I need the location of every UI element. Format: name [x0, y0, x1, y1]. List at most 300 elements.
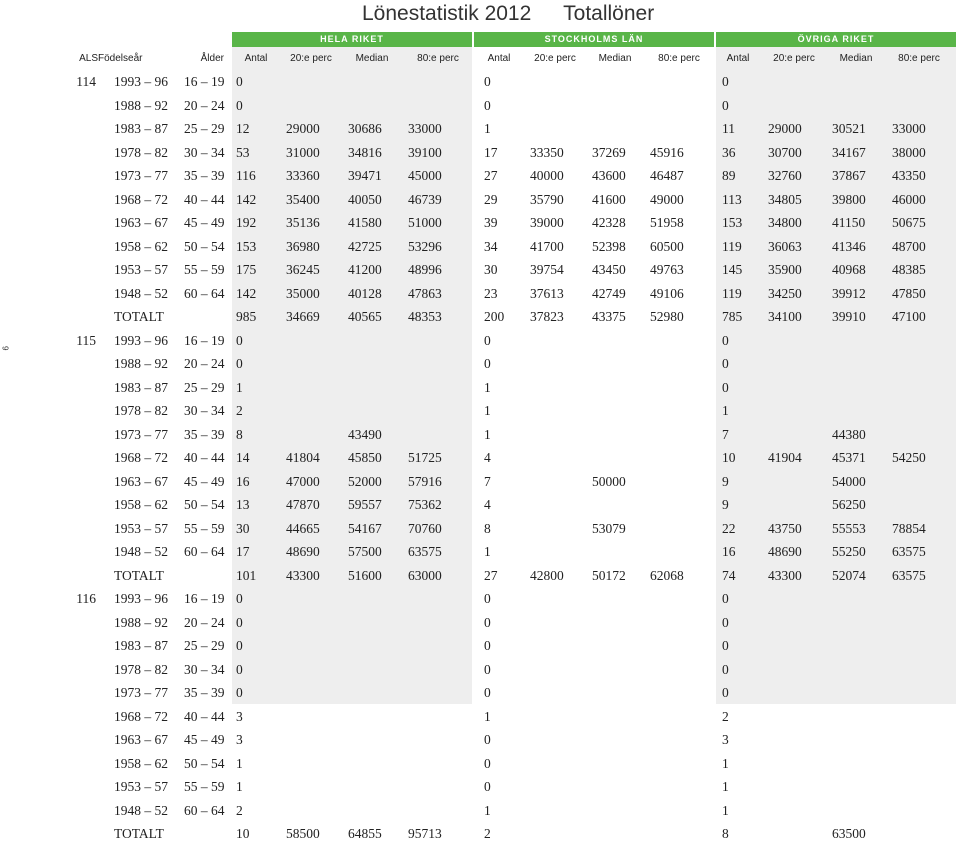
- cell-hela-p80: 75362: [408, 497, 442, 512]
- cell-ovr-p80: [886, 587, 952, 611]
- cell-age: 30 – 34: [184, 403, 225, 418]
- cell-ovr-antal: 10: [722, 450, 736, 465]
- cell-hela-antal: 0: [236, 332, 243, 348]
- cell-sthlm-median: [586, 752, 644, 776]
- cell-sthlm-p20: [524, 752, 586, 776]
- cell-hela-antal: 153: [236, 238, 257, 254]
- cell-ovr-p20: 34805: [768, 191, 802, 207]
- cell-birth-year: 1983 – 87: [114, 638, 168, 653]
- cell-sthlm-antal: 1: [484, 544, 491, 559]
- cell-hela-antal: 0: [236, 97, 243, 113]
- cell-ovr-p80: [886, 658, 952, 682]
- col-header-ovr-antal: Antal: [726, 53, 750, 64]
- cell-hela-antal: 16: [236, 473, 250, 489]
- cell-ovr-p20: 34800: [768, 215, 802, 230]
- cell-sthlm-antal: 1: [484, 403, 491, 418]
- cell-ovr-median: 44380: [832, 426, 866, 442]
- cell-ovr-antal: 8: [722, 826, 729, 841]
- cell-sthlm-p20: [524, 540, 586, 564]
- cell-sthlm-p20: [524, 799, 586, 823]
- cell-hela-median: 34816: [348, 144, 382, 160]
- cell-hela-p80: [402, 352, 474, 376]
- cell-age: 20 – 24: [184, 614, 225, 630]
- cell-sthlm-p80: [644, 752, 714, 776]
- cell-sthlm-p20: [524, 611, 586, 635]
- cell-ovr-antal: 0: [722, 614, 729, 630]
- cell-hela-p80: [402, 70, 474, 94]
- cell-ovr-median: 39910: [832, 309, 866, 324]
- cell-ovr-median: [826, 70, 886, 94]
- cell-age: 16 – 19: [184, 332, 225, 348]
- col-header-sthlm-median: Median: [598, 53, 632, 64]
- cell-hela-p80: [402, 728, 474, 752]
- cell-hela-antal: 101: [236, 567, 257, 583]
- cell-ovr-p80: 48385: [892, 262, 926, 277]
- cell-sthlm-median: [586, 329, 644, 353]
- cell-ovr-median: [826, 705, 886, 729]
- cell-ovr-antal: 119: [722, 285, 742, 301]
- cell-sthlm-antal: 29: [484, 191, 498, 207]
- cell-ovr-antal: 0: [722, 591, 729, 606]
- cell-hela-antal: 53: [236, 144, 250, 160]
- cell-sthlm-median: [586, 376, 644, 400]
- cell-sthlm-p20: [524, 117, 586, 141]
- cell-hela-p80: 51725: [408, 450, 442, 465]
- cell-hela-p80: [402, 423, 474, 447]
- cell-hela-median: 30686: [348, 121, 382, 136]
- cell-ovr-antal: 2: [722, 708, 729, 724]
- cell-ovr-p80: 78854: [892, 520, 926, 536]
- cell-sthlm-antal: 8: [484, 520, 491, 536]
- table-row: [64, 658, 952, 682]
- cell-sthlm-p80: [644, 705, 714, 729]
- cell-hela-antal: 2: [236, 403, 243, 418]
- cell-ovr-median: [826, 634, 886, 658]
- cell-hela-median: 64855: [348, 826, 382, 841]
- cell-ovr-antal: 1: [722, 802, 729, 818]
- cell-sthlm-median: [586, 611, 644, 635]
- table-row: [64, 94, 952, 118]
- cell-ovr-p80: [886, 611, 952, 635]
- col-header-hela-p20: 20:e perc: [290, 53, 332, 64]
- cell-birth-year: TOTALT: [114, 826, 164, 841]
- cell-sthlm-p20: 39000: [530, 215, 564, 230]
- cell-ovr-p80: [886, 728, 952, 752]
- cell-ovr-antal: 785: [722, 309, 743, 324]
- cell-sthlm-p80: [644, 493, 714, 517]
- cell-birth-year: 1958 – 62: [114, 755, 168, 771]
- cell-ovr-median: [826, 376, 886, 400]
- cell-sthlm-p20: [524, 470, 586, 494]
- table-row: [64, 70, 952, 94]
- cell-hela-p20: 36980: [286, 238, 320, 254]
- cell-age: 35 – 39: [184, 426, 225, 442]
- col-header-als: ALS: [79, 53, 98, 64]
- cell-sthlm-antal: 0: [484, 779, 491, 794]
- cell-sthlm-median: [586, 423, 644, 447]
- cell-ovr-p80: [886, 470, 952, 494]
- cell-hela-p20: [280, 681, 342, 705]
- cell-sthlm-p80: [644, 423, 714, 447]
- cell-sthlm-median: 43375: [592, 309, 626, 324]
- cell-hela-median: [342, 658, 402, 682]
- col-header-ovr-median: Median: [839, 53, 873, 64]
- cell-hela-median: [342, 705, 402, 729]
- cell-birth-year: 1988 – 92: [114, 614, 168, 630]
- cell-hela-median: [342, 70, 402, 94]
- cell-hela-antal: 8: [236, 426, 243, 442]
- cell-hela-p20: 29000: [286, 121, 320, 136]
- table-row: [64, 258, 952, 282]
- cell-ovr-p20: [762, 399, 826, 423]
- cell-sthlm-median: 42749: [592, 285, 626, 301]
- cell-als: [64, 423, 98, 447]
- cell-sthlm-antal: 34: [484, 238, 498, 254]
- table-row: [64, 164, 952, 188]
- cell-sthlm-p20: [524, 352, 586, 376]
- cell-ovr-p80: 46000: [892, 191, 926, 207]
- cell-hela-antal: 13: [236, 497, 250, 512]
- cell-ovr-antal: 36: [722, 144, 736, 160]
- cell-ovr-antal: 113: [722, 191, 742, 207]
- cell-hela-antal: 175: [236, 262, 257, 277]
- cell-hela-median: [342, 752, 402, 776]
- cell-ovr-antal: 9: [722, 497, 729, 512]
- cell-ovr-p80: 43350: [892, 168, 926, 183]
- cell-hela-median: 40050: [348, 191, 382, 207]
- cell-ovr-p80: [886, 752, 952, 776]
- cell-ovr-antal: 0: [722, 356, 729, 371]
- cell-birth-year: 1963 – 67: [114, 732, 168, 747]
- cell-birth-year: 1973 – 77: [114, 426, 168, 442]
- cell-hela-p20: [280, 376, 342, 400]
- col-header-sthlm-p80: 80:e perc: [658, 53, 700, 64]
- cell-ovr-median: 41346: [832, 238, 866, 254]
- cell-sthlm-p20: [524, 705, 586, 729]
- cell-sthlm-median: [586, 822, 644, 846]
- cell-ovr-median: [826, 681, 886, 705]
- cell-hela-median: [342, 775, 402, 799]
- col-header-sthlm-p20: 20:e perc: [534, 53, 576, 64]
- cell-ovr-p20: [762, 728, 826, 752]
- cell-sthlm-p20: 37823: [530, 309, 564, 324]
- cell-ovr-antal: 89: [722, 168, 736, 183]
- table-row: [64, 305, 952, 329]
- table-row: [64, 141, 952, 165]
- cell-age: 25 – 29: [184, 638, 225, 653]
- cell-birth-year: 1968 – 72: [114, 450, 168, 465]
- cell-age: 16 – 19: [184, 591, 225, 606]
- cell-sthlm-antal: 27: [484, 168, 498, 183]
- cell-ovr-p20: [762, 376, 826, 400]
- cell-ovr-median: 41150: [832, 215, 866, 230]
- cell-sthlm-antal: 30: [484, 262, 498, 277]
- cell-birth-year: 1993 – 96: [114, 74, 168, 89]
- cell-ovr-p80: 47100: [892, 309, 926, 324]
- cell-hela-p80: 48353: [408, 309, 442, 324]
- cell-sthlm-p20: 40000: [530, 168, 564, 183]
- cell-ovr-median: 45371: [832, 450, 866, 465]
- cell-sthlm-p20: [524, 376, 586, 400]
- cell-ovr-p20: [762, 70, 826, 94]
- cell-hela-antal: 0: [236, 591, 243, 606]
- cell-hela-antal: 3: [236, 732, 243, 747]
- cell-birth-year: 1958 – 62: [114, 238, 168, 254]
- cell-hela-p20: 35000: [286, 285, 320, 301]
- cell-hela-antal: 0: [236, 638, 243, 653]
- cell-ovr-median: 34167: [832, 144, 866, 160]
- cell-sthlm-p20: [524, 658, 586, 682]
- cell-als: [64, 658, 98, 682]
- cell-hela-p20: 36245: [286, 262, 320, 277]
- cell-hela-p80: 63000: [408, 567, 442, 583]
- cell-als: [64, 822, 98, 846]
- cell-hela-p20: [280, 399, 342, 423]
- cell-als: [64, 211, 98, 235]
- cell-hela-p20: [280, 423, 342, 447]
- cell-sthlm-median: [586, 70, 644, 94]
- cell-sthlm-median: 41600: [592, 191, 626, 207]
- cell-sthlm-median: [586, 446, 644, 470]
- cell-sthlm-p20: [524, 634, 586, 658]
- cell-ovr-median: 40968: [832, 262, 866, 277]
- cell-sthlm-p80: [644, 775, 714, 799]
- cell-ovr-p80: [886, 775, 952, 799]
- cell-sthlm-p20: 37613: [530, 285, 564, 301]
- cell-als: 116: [76, 591, 96, 606]
- cell-sthlm-p80: [644, 94, 714, 118]
- cell-sthlm-median: 43600: [592, 168, 626, 183]
- cell-hela-p80: 47863: [408, 285, 442, 301]
- table-row: [64, 681, 952, 705]
- cell-hela-p80: 70760: [408, 520, 442, 536]
- cell-hela-p20: 44665: [286, 520, 320, 536]
- cell-hela-antal: 0: [236, 356, 243, 371]
- cell-age: 60 – 64: [184, 544, 225, 559]
- cell-sthlm-p20: [524, 94, 586, 118]
- cell-birth-year: TOTALT: [114, 309, 164, 324]
- cell-ovr-antal: 9: [722, 473, 729, 489]
- cell-als: [64, 141, 98, 165]
- cell-ovr-antal: 0: [722, 638, 729, 653]
- cell-age: 35 – 39: [184, 685, 225, 700]
- cell-als: [64, 705, 98, 729]
- table-row: [64, 587, 952, 611]
- cell-sthlm-p20: [524, 329, 586, 353]
- cell-ovr-p20: 35900: [768, 262, 802, 277]
- cell-ovr-p80: 33000: [892, 121, 926, 136]
- cell-age: 45 – 49: [184, 215, 225, 230]
- cell-age: 30 – 34: [184, 661, 225, 677]
- cell-als: [64, 775, 98, 799]
- cell-als: [64, 799, 98, 823]
- cell-sthlm-antal: 7: [484, 473, 491, 489]
- cell-sthlm-antal: 0: [484, 591, 491, 606]
- cell-als: [64, 235, 98, 259]
- cell-hela-p80: 63575: [408, 544, 442, 559]
- cell-ovr-p20: [762, 822, 826, 846]
- cell-hela-antal: 1: [236, 379, 243, 395]
- cell-hela-median: 51600: [348, 567, 382, 583]
- cell-birth-year: 1973 – 77: [114, 168, 168, 183]
- cell-ovr-antal: 0: [722, 332, 729, 348]
- cell-ovr-p20: [762, 705, 826, 729]
- cell-als: [64, 352, 98, 376]
- cell-ovr-p20: 32760: [768, 168, 802, 183]
- cell-hela-median: 43490: [348, 426, 382, 442]
- cell-hela-p20: [280, 705, 342, 729]
- cell-ovr-p80: [886, 70, 952, 94]
- cell-als: 114: [76, 74, 96, 89]
- cell-birth-year: 1988 – 92: [114, 97, 168, 113]
- cell-hela-median: 42725: [348, 238, 382, 254]
- cell-hela-p20: [280, 728, 342, 752]
- cell-hela-median: 40128: [348, 285, 382, 301]
- cell-sthlm-median: [586, 540, 644, 564]
- cell-hela-median: 54167: [348, 520, 382, 536]
- cell-hela-median: 41200: [348, 262, 382, 277]
- cell-ovr-p80: 38000: [892, 144, 926, 160]
- table-row: [64, 352, 952, 376]
- col-header-age: Ålder: [200, 53, 224, 64]
- cell-ovr-antal: 22: [722, 520, 736, 536]
- cell-ovr-median: 56250: [832, 497, 866, 512]
- cell-age: [168, 822, 232, 846]
- cell-ovr-p20: 43300: [768, 567, 802, 583]
- cell-sthlm-p20: [524, 775, 586, 799]
- cell-ovr-antal: 0: [722, 97, 729, 113]
- cell-sthlm-median: [586, 799, 644, 823]
- cell-als: [64, 376, 98, 400]
- table-row: [64, 540, 952, 564]
- cell-birth-year: 1953 – 57: [114, 779, 168, 794]
- cell-als: [64, 164, 98, 188]
- cell-als: [64, 517, 98, 541]
- table-row: [64, 235, 952, 259]
- table-row: [64, 564, 952, 588]
- cell-ovr-p20: [762, 658, 826, 682]
- cell-hela-median: [342, 94, 402, 118]
- cell-sthlm-antal: 4: [484, 497, 491, 512]
- group-header-ovriga-riket: ÖVRIGA RIKET: [716, 32, 956, 47]
- cell-als: [64, 611, 98, 635]
- cell-hela-p80: [402, 399, 474, 423]
- cell-sthlm-p80: [644, 822, 714, 846]
- cell-sthlm-p80: [644, 658, 714, 682]
- cell-hela-p20: [280, 634, 342, 658]
- cell-sthlm-p20: [524, 517, 586, 541]
- cell-birth-year: TOTALT: [114, 567, 164, 583]
- cell-ovr-p20: 43750: [768, 520, 802, 536]
- cell-sthlm-antal: 39: [484, 215, 498, 230]
- cell-birth-year: 1953 – 57: [114, 520, 168, 536]
- cell-sthlm-p80: [644, 446, 714, 470]
- cell-ovr-antal: 119: [722, 238, 742, 254]
- cell-sthlm-p20: 33350: [530, 144, 564, 160]
- cell-sthlm-antal: 1: [484, 802, 491, 818]
- table-row: [64, 188, 952, 212]
- cell-hela-median: 59557: [348, 497, 382, 512]
- table-row: [64, 705, 952, 729]
- cell-hela-p20: 58500: [286, 826, 320, 841]
- cell-ovr-median: [826, 728, 886, 752]
- cell-ovr-median: 55250: [832, 544, 866, 559]
- cell-hela-p20: 35400: [286, 191, 320, 207]
- cell-hela-median: [342, 611, 402, 635]
- cell-sthlm-p80: 46487: [650, 168, 684, 183]
- cell-ovr-p80: [886, 423, 952, 447]
- cell-birth-year: 1948 – 52: [114, 544, 168, 559]
- cell-ovr-p20: [762, 423, 826, 447]
- cell-ovr-p20: [762, 470, 826, 494]
- cell-sthlm-p20: [524, 446, 586, 470]
- cell-sthlm-p80: [644, 470, 714, 494]
- cell-sthlm-p80: [644, 329, 714, 353]
- cell-ovr-p80: 48700: [892, 238, 926, 254]
- cell-age: 25 – 29: [184, 121, 225, 136]
- cell-birth-year: 1993 – 96: [114, 591, 168, 606]
- cell-hela-p80: 48996: [408, 262, 442, 277]
- cell-ovr-median: 55553: [832, 520, 866, 536]
- cell-sthlm-p20: [524, 681, 586, 705]
- cell-hela-p20: [280, 775, 342, 799]
- cell-sthlm-p20: [524, 587, 586, 611]
- cell-ovr-p80: [886, 681, 952, 705]
- cell-hela-median: [342, 329, 402, 353]
- cell-hela-p80: [402, 634, 474, 658]
- cell-ovr-p20: 36063: [768, 238, 802, 254]
- cell-ovr-median: [826, 399, 886, 423]
- cell-ovr-antal: 74: [722, 567, 736, 583]
- cell-als: [64, 681, 98, 705]
- cell-sthlm-antal: 0: [484, 614, 491, 630]
- cell-birth-year: 1978 – 82: [114, 403, 168, 418]
- cell-ovr-median: [826, 611, 886, 635]
- cell-als: [64, 117, 98, 141]
- cell-hela-antal: 0: [236, 685, 243, 700]
- cell-age: 25 – 29: [184, 379, 225, 395]
- cell-sthlm-p80: [644, 70, 714, 94]
- cell-ovr-p20: 41904: [768, 450, 802, 465]
- cell-sthlm-p80: [644, 728, 714, 752]
- cell-sthlm-median: 50000: [592, 473, 626, 489]
- cell-hela-p80: [402, 705, 474, 729]
- table-row: [64, 376, 952, 400]
- cell-hela-p20: 35136: [286, 215, 320, 230]
- table-row: [64, 611, 952, 635]
- cell-ovr-median: [826, 799, 886, 823]
- cell-hela-p20: [280, 752, 342, 776]
- cell-hela-antal: 192: [236, 215, 257, 230]
- cell-ovr-median: [826, 775, 886, 799]
- cell-sthlm-median: [586, 493, 644, 517]
- cell-sthlm-median: [586, 728, 644, 752]
- cell-hela-median: 52000: [348, 473, 382, 489]
- cell-ovr-antal: 1: [722, 755, 729, 771]
- cell-hela-p80: [402, 94, 474, 118]
- cell-ovr-median: 54000: [832, 473, 866, 489]
- cell-ovr-median: 39800: [832, 191, 866, 207]
- cell-ovr-p80: [886, 493, 952, 517]
- cell-birth-year: 1953 – 57: [114, 262, 168, 277]
- col-header-hela-p80: 80:e perc: [417, 53, 459, 64]
- cell-ovr-p80: 50675: [892, 215, 926, 230]
- cell-sthlm-p80: [644, 540, 714, 564]
- cell-sthlm-p80: [644, 117, 714, 141]
- cell-hela-median: 39471: [348, 168, 382, 183]
- cell-hela-antal: 3: [236, 708, 243, 724]
- table-row: [64, 822, 952, 846]
